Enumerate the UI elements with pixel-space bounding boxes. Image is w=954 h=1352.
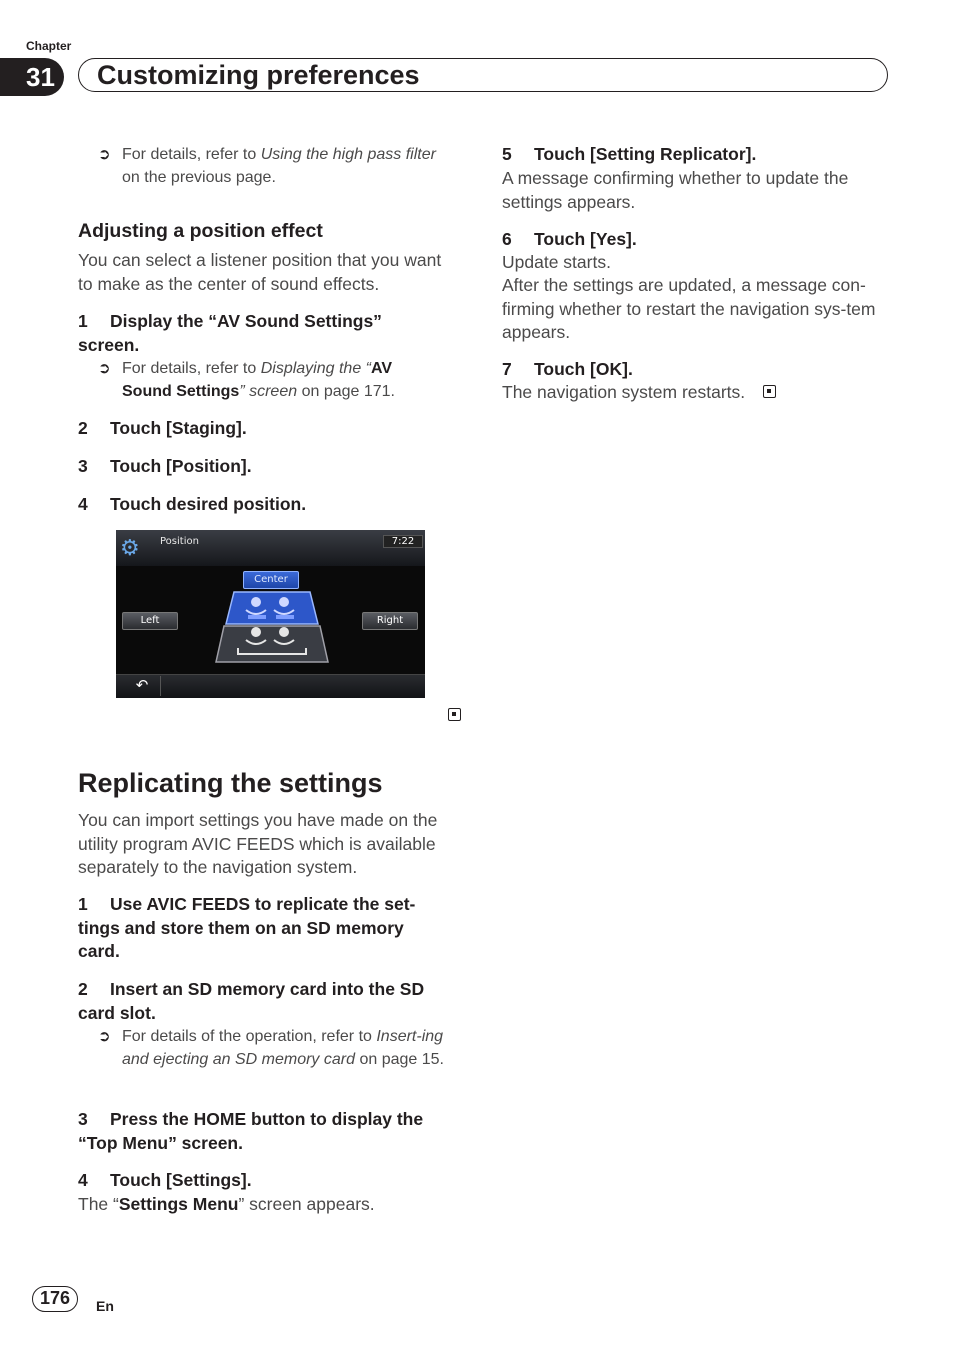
chapter-title: Customizing preferences bbox=[97, 60, 420, 90]
position-screen bbox=[116, 530, 425, 698]
note-bold-2: Sound Settings bbox=[122, 383, 240, 400]
step6-body-2: After the settings are updated, a message con-firming whether to restart the navigation sys-tem appears. bbox=[502, 275, 876, 342]
right-button[interactable]: Right bbox=[362, 612, 418, 630]
step-4-settings bbox=[78, 1169, 252, 1193]
step-text: Touch [Staging]. bbox=[110, 418, 247, 438]
chapter-label: Chapter bbox=[26, 39, 72, 53]
note-italic: Displaying the “ bbox=[260, 360, 371, 377]
step-text: Use AVIC FEEDS to replicate the set- bbox=[110, 894, 416, 914]
step-1-display bbox=[78, 310, 468, 357]
note-italic-2: ” screen bbox=[239, 383, 298, 400]
settings-gear-icon: ⚙ bbox=[120, 535, 140, 560]
arrow-note-icon: ➲ bbox=[98, 146, 111, 163]
section-body-position: You can select a listener position that you want to make as the center of sound effects. bbox=[78, 250, 442, 294]
screen-title: Position bbox=[160, 536, 199, 547]
step-text-cont: “Top Menu” screen. bbox=[78, 1132, 243, 1153]
step-text: Touch [Position]. bbox=[110, 456, 252, 476]
note-italic: Insert-ing and ejecting an SD memory card bbox=[122, 1028, 444, 1068]
section-body-replicating: You can import settings you have made on the utility program AVIC FEEDS which is available separately to the navigation system. bbox=[78, 810, 438, 877]
section-heading-replicating: Replicating the settings bbox=[78, 768, 383, 798]
step-5-setting-replicator bbox=[502, 143, 756, 167]
page-language: En bbox=[96, 1298, 114, 1314]
step-7-ok bbox=[502, 358, 633, 382]
step-text: Touch [Setting Replicator]. bbox=[534, 144, 757, 164]
step-number: 7 bbox=[502, 359, 512, 379]
step-number: 4 bbox=[78, 494, 88, 514]
end-of-section-mark bbox=[448, 708, 461, 721]
body-bold: Settings Menu bbox=[118, 1194, 239, 1214]
step-number: 1 bbox=[78, 311, 88, 331]
note-suffix: on page 171. bbox=[297, 383, 395, 400]
divider bbox=[160, 676, 161, 696]
step-number: 5 bbox=[502, 144, 512, 164]
screen-clock: 7:22 bbox=[383, 535, 423, 548]
section-heading-position: Adjusting a position effect bbox=[78, 220, 323, 242]
step-text: Press the HOME button to display the bbox=[110, 1109, 424, 1129]
step6-body-1: Update starts. bbox=[502, 252, 611, 272]
step-text: Insert an SD memory card into the SD bbox=[110, 979, 425, 999]
front-seat-row-icon bbox=[226, 592, 318, 624]
step-3-home-button bbox=[78, 1108, 468, 1155]
step-number: 2 bbox=[78, 979, 88, 999]
note-prefix: For details, refer to bbox=[122, 360, 261, 377]
step-text: Touch [Yes]. bbox=[534, 229, 637, 249]
step1-note bbox=[98, 357, 472, 403]
step-2-insert-sd bbox=[78, 978, 468, 1025]
seat-position-diagram[interactable] bbox=[212, 590, 332, 666]
page-number: 176 bbox=[32, 1286, 78, 1312]
step-number: 1 bbox=[78, 894, 88, 914]
intro-note bbox=[98, 143, 472, 189]
left-button[interactable]: Left bbox=[122, 612, 178, 630]
step-text: Touch [Settings]. bbox=[110, 1170, 252, 1190]
note-bold: AV bbox=[371, 360, 393, 377]
note-prefix: For details, refer to bbox=[122, 146, 261, 163]
step-text-cont: tings and store them on an SD memory bbox=[78, 917, 404, 938]
step-1-avic-feeds bbox=[78, 893, 468, 964]
arrow-note-icon: ➲ bbox=[98, 1028, 111, 1045]
body-suffix: ” screen appears. bbox=[238, 1194, 375, 1214]
arrow-note-icon: ➲ bbox=[98, 360, 111, 377]
step-number: 3 bbox=[78, 1109, 88, 1129]
step-2-staging bbox=[78, 417, 247, 441]
step-text-cont: card. bbox=[78, 941, 120, 961]
step-text: Display the “AV Sound Settings” bbox=[110, 311, 382, 331]
end-of-section-mark bbox=[763, 385, 776, 398]
step-text-cont: screen. bbox=[78, 334, 140, 355]
chapter-number: 31 bbox=[0, 58, 64, 96]
step-number: 4 bbox=[78, 1170, 88, 1190]
center-button[interactable]: Center bbox=[243, 571, 299, 589]
step4-body bbox=[78, 1193, 375, 1217]
note-suffix: on page 15. bbox=[355, 1051, 444, 1068]
step-text-cont: card slot. bbox=[78, 1002, 156, 1023]
note-prefix: For details of the operation, refer to bbox=[122, 1028, 377, 1045]
step2-note bbox=[98, 1025, 456, 1071]
back-arrow-icon[interactable]: ↶ bbox=[135, 677, 149, 694]
step-number: 3 bbox=[78, 456, 88, 476]
step-number: 6 bbox=[502, 229, 512, 249]
note-link: Using the high pass filter bbox=[260, 146, 436, 163]
step-text: Touch [OK]. bbox=[534, 359, 633, 379]
screen-bottom-bar bbox=[116, 674, 425, 698]
step-number: 2 bbox=[78, 418, 88, 438]
body-prefix: The “ bbox=[78, 1194, 119, 1214]
step-6-yes bbox=[502, 228, 637, 252]
note-suffix: on the previous page. bbox=[122, 169, 276, 186]
step5-body: A message confirming whether to update the settings appears. bbox=[502, 168, 849, 212]
step-4-desired-position bbox=[78, 493, 306, 517]
step7-body: The navigation system restarts. bbox=[502, 382, 746, 402]
rear-seat-row-icon bbox=[216, 626, 328, 662]
step-3-position bbox=[78, 455, 252, 479]
step-text: Touch desired position. bbox=[110, 494, 307, 514]
